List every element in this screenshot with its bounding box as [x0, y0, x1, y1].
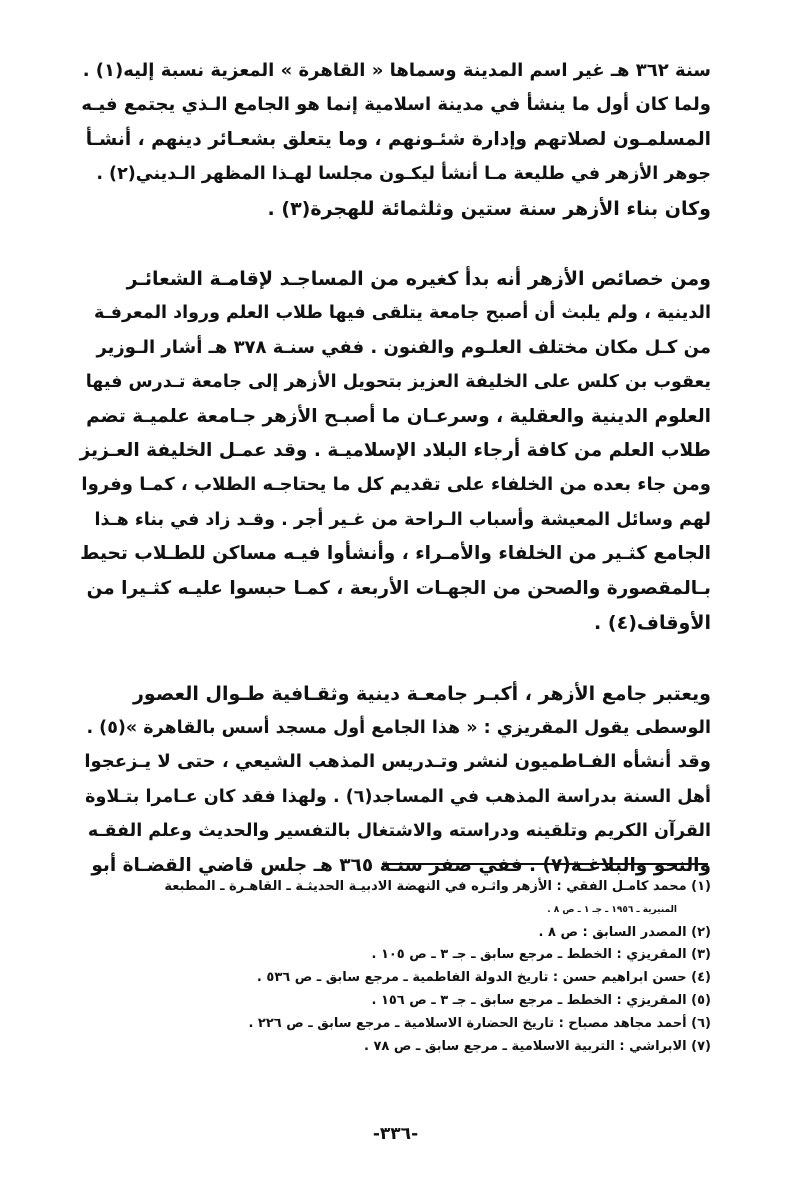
footnote: (٢) المصدر السابق : ص ٨ .	[538, 924, 711, 940]
paragraph	[80, 262, 711, 640]
text-line: ويعتبر جامع الأزهر ، أكبـر جامعـة دينية وثقـافية طـوال العصور	[132, 682, 711, 705]
text-line: طلاب العلم من كافة أرجاء البلاد الإسلاميـة . وقد عمـل الخليفة العـزيز	[79, 440, 711, 462]
footnote: (٣) المقريزي : الخطط ـ مرجع سابق ـ جـ ٣ ـ ص ١٠٥ .	[371, 947, 711, 963]
text-line: والنحو والبلاغـة(٧) . ففي صفر سنـة ٣٦٥ هـ جلس قاضي القضـاة أبو	[91, 854, 711, 876]
footnote: (١) محمد كامـل الفقي : الأزهر واثـره في النهضة الادبيـة الحديثـة ـ القاهـرة ـ المطبعة	[164, 879, 711, 894]
text-line: جوهر الأزهر في طليعة مـا أنشأ ليكـون مجلسا لهـذا المظهر الـديني(٢) .	[96, 164, 711, 185]
text-line: سنة ٣٦٢ هـ غير اسم المدينة وسماها « القاهرة » المعزية نسبة إليه(١) .	[82, 60, 711, 81]
footnote-continuation: المنيرية ـ ١٩٥٦ ـ جـ ١ ـ ص ٨ .	[547, 904, 677, 915]
footnote: (٤) حسن ابراهيم حسن : تاريخ الدولة الفاطمية ـ مرجع سابق ـ ص ٥٣٦ .	[256, 970, 711, 986]
text-line: أهل السنة بدراسة المذهب في المساجد(٦) . ولهذا فقد كان عـامرا بتـلاوة	[85, 786, 711, 807]
paragraph	[80, 54, 711, 226]
text-line: وكان بناء الأزهر سنة ستين وثلثمائة للهجرة(٣) .	[267, 197, 711, 220]
text-line: لهم وسائل المعيشة وأسباب الـراحة من غـير أجر . وقـد زاد في بناء هـذا	[94, 509, 711, 530]
text-line: الأوقاف(٤) .	[594, 612, 711, 635]
text-line: الدينية ، ولم يلبث أن أصبح جامعة يتلقى فيها طلاب العلم ورواد المعرفـة	[93, 303, 711, 324]
text-line: ولما كان أول ما ينشأ في مدينة اسلامية إنما هو الجامع الـذي يجتمع فيـه	[81, 94, 711, 116]
text-line: ومن جاء بعده من الخلفاء على تقديم كل ما يحتاجـه الطلاب ، كمـا وفروا	[81, 474, 711, 496]
text-line: من كـل مكان مختلف العلـوم والفنون . ففي سنـة ٣٧٨ هـ أشار الـوزير	[96, 336, 711, 358]
footnote: (٧) الابراشي : التربية الاسلامية ـ مرجع سابق ـ ص ٧٨ .	[364, 1038, 711, 1054]
text-line: العلوم الدينية والعقلية ، وسرعـان ما أصبـح الأزهر جـامعة علميـة تضم	[86, 405, 711, 427]
text-line: القرآن الكريم وتلقينه ودراسته والاشتغال بالتفسير والحديث وعلم الفقـه	[87, 821, 711, 842]
text-line: الوسطى يقول المقريزي : « هذا الجامع أول مسجد أسس بالقاهرة »(٥) .	[86, 717, 711, 738]
text-line: يعقوب بن كلس على الخليفة العزيز بتحويل الأزهر إلى جامعة تـدرس فيها	[85, 372, 711, 393]
text-line: وقد أنشأه الفـاطميون لنشر وتـدريس المذهب الشيعي ، حتى لا يـزعجوا	[84, 751, 711, 773]
footnote: (٦) أحمد مجاهد مصباح : تاريخ الحضارة الاسلامية ـ مرجع سابق ـ ص ٢٢٦ .	[248, 1015, 711, 1031]
page-number: -٣٣٦-	[372, 1124, 419, 1144]
text-line: المسلمـون لصلاتهم وإدارة شئـونهم ، وما يتعلق بشعـائر دينهم ، أنشـأ	[85, 128, 711, 150]
text-line: الجامع كثـير من الخلفاء والأمـراء ، وأنشأوا فيـه مساكن للطـلاب تحيط	[80, 543, 711, 565]
footnote: (٥) المقريزي : الخطط ـ مرجع سابق ـ جـ ٣ ـ ص ١٥٦ .	[371, 992, 711, 1008]
footnote-divider	[382, 863, 708, 865]
body-text	[80, 54, 711, 883]
footnotes	[80, 876, 711, 1058]
text-line: بـالمقصورة والصحن من الجهـات الأربعة ، كمـا حبسوا عليـه كثـيرا من	[86, 577, 711, 599]
paragraph	[80, 677, 711, 883]
text-line: ومن خصائص الأزهر أنه بدأ كغيره من المساجـد لإقامـة الشعائـر	[126, 268, 711, 291]
